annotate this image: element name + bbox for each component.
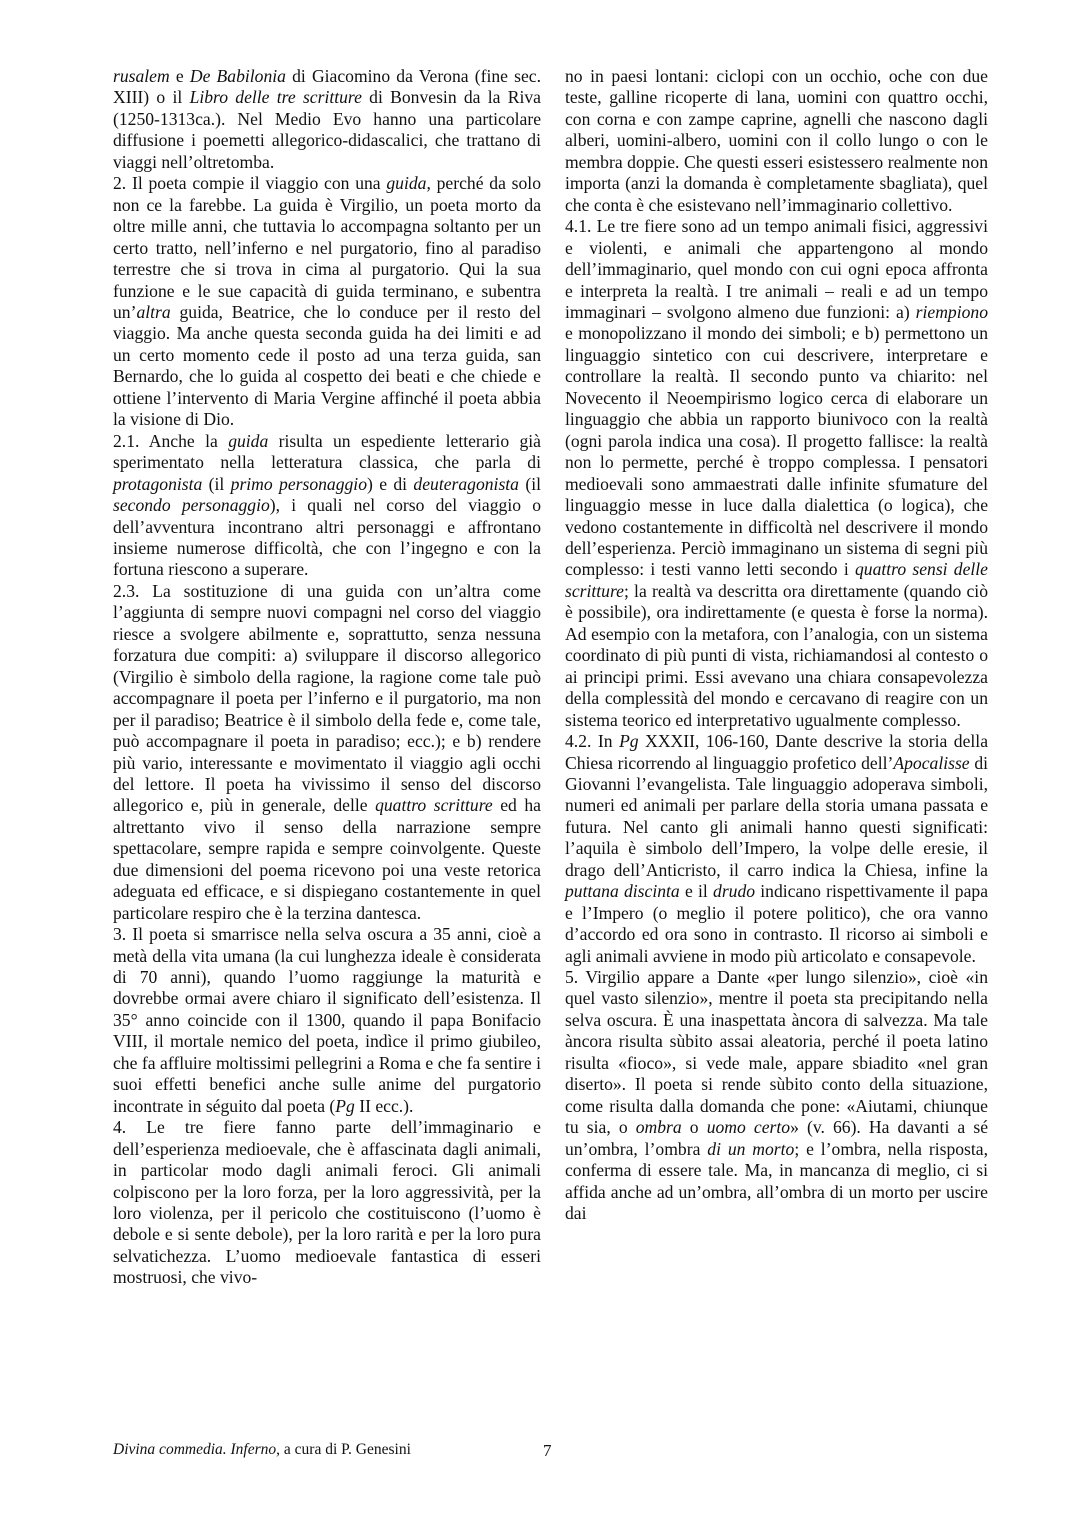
italic-term: ombra: [635, 1117, 682, 1138]
italic-term: drudo: [713, 881, 756, 902]
right-text-column: [565, 66, 988, 1224]
italic-term: Libro delle tre scritture: [189, 87, 362, 108]
italic-term: uomo certo: [706, 1117, 791, 1138]
italic-term: De Babilonia: [189, 66, 286, 86]
italic-term: guida: [386, 173, 427, 194]
paragraph: 2.1. Anche la guida risulta un espediente letterario già sperimentato nella letteratura classica, che parla di protagonista (il primo personaggio) e di deuteragonista (il secondo personaggio), i quali nel corso del viaggio o dell’avventura incontrano altri personaggi e affrontano insieme numerose difficoltà, che con l’ingegno e con la fortuna riescono a superare.: [113, 430, 541, 580]
italic-term: secondo personaggio: [113, 495, 270, 516]
italic-term: Pg: [619, 731, 639, 752]
italic-term: Apocalisse: [893, 752, 970, 773]
paragraph: rusalem e De Babilonia di Giacomino da Verona (fine sec. XIII) o il Libro delle tre scritture di Bonvesin da la Riva (1250-1313ca.). Nel Medio Evo hanno una particolare diffusione i poemetti allegorico-didascalici, che trattano di viaggi nell’oltretomba.: [113, 66, 541, 172]
italic-term: altra: [136, 301, 171, 322]
footer-editor-credit: , a cura di P. Genesini: [276, 1441, 411, 1458]
italic-term: rusalem: [113, 66, 170, 86]
italic-term: di un morto: [707, 1138, 795, 1159]
left-text-column: [113, 66, 541, 1289]
italic-term: Pg: [335, 1095, 355, 1116]
italic-term: quattro sensi delle scritture: [565, 559, 988, 601]
italic-term: puttana discinta: [565, 881, 680, 902]
paragraph: 2.3. La sostituzione di una guida con un’altra come l’aggiunta di sempre nuovi compagni nel corso del viaggio riesce a svolgere abilmente e, soprattutto, senza nessuna forzatura due compiti: a) sviluppare il discorso allegorico (Virgilio è simbolo della ragione, la ragione come tale può accompagnare il poeta per l’inferno e il purgatorio, ma non per il paradiso; Beatrice è il simbolo della fede e, come tale, può accompagnare il poeta in paradiso; ecc.); e b) rendere più vario, interessante e movimentato il viaggio agli occhi del lettore. Il poeta ha vivissimo il senso del discorso allegorico e, più in generale, delle quattro scritture ed ha altrettanto vivo il senso della narrazione sempre spettacolare, sempre rapida e sempre coinvolgente. Queste due dimensioni del poema ricevono poi una veste retorica adeguata ed efficace, e si dispiegano costantemente in quel particolare respiro che è la terzina dantesca.: [113, 580, 541, 923]
paragraph: 3. Il poeta si smarrisce nella selva oscura a 35 anni, cioè a metà della vita umana (la cui lunghezza ideale è considerata di 70 anni), quando l’uomo raggiunge la maturità e dovrebbe ormai avere chiaro il significato dell’esistenza. Il 35° anno coincide con il 1300, quando il papa Bonifacio VIII, il mortale nemico del poeta, indìce il primo giubileo, che fa affluire moltissimi pellegrini a Roma e che fa sentire i suoi effetti benefici anche sulle anime del purgatorio incontrate in séguito dal poeta (Pg II ecc.).: [113, 924, 541, 1116]
footer-book-title: Divina commedia. Inferno: [113, 1441, 277, 1458]
italic-term: guida: [228, 430, 269, 451]
paragraph: 2. Il poeta compie il viaggio con una guida, perché da solo non ce la farebbe. La guida è Virgilio, un poeta morto da oltre mille anni, che tuttavia lo accompagna soltanto per un certo tratto, nell’inferno e nel purgatorio, fino al paradiso terrestre che si trova in cima al purgatorio. Qui la sua funzione e le sue capacità di guida terminano, e subentra un’altra guida, Beatrice, che lo conduce per il resto del viaggio. Ma anche questa seconda guida ha dei limiti e ad un certo momento cede il posto ad una terza guida, san Bernardo, che lo guida al cospetto dei beati e che chiede e ottiene l’intervento di Maria Vergine affinché il poeta abbia la visione di Dio.: [113, 173, 541, 430]
italic-term: quattro scritture: [375, 795, 493, 816]
paragraph: 4.1. Le tre fiere sono ad un tempo animali fisici, aggressivi e violenti, e animali che appartengono al mondo dell’immaginario, quel mondo con cui ogni epoca affronta e interpreta la realtà. I tre animali – reali e ad un tempo immaginari – svolgono almeno due funzioni: a) riempiono e monopolizzano il mondo dei simboli; e b) permettono un linguaggio sintetico con cui descrivere, interpretare e controllare la realtà. Il secondo punto va chiarito: nel Novecento il Neoempirismo logico cerca di elaborare un linguaggio che abbia un rapporto biunivoco con la realtà (ogni parola indica una cosa). Il progetto fallisce: la realtà non lo permette, perché è troppo complessa. I pensatori medioevali sono ammaestrati dalle infinite sfumature del linguaggio messe in luce dalla dialettica (o logica), che vedono costantemente in difficoltà nel descrivere il mondo dell’esperienza. Perciò immaginano un sistema di segni più complesso: i testi vanno letti secondo i quattro sensi delle scritture; la realtà va descritta ora direttamente (quando ciò è possibile), ora indirettamente (e questa è forse la norma). Ad esempio con la metafora, con l’analogia, con un sistema coordinato di più punti di vista, richiamandosi al contesto o ai principi primi. Essi avevano una chiara consapevolezza della complessità del mondo e cercavano di reagire con un sistema teorico ed interpretativo ugualmente complesso.: [565, 216, 988, 730]
paragraph: 4. Le tre fiere fanno parte dell’immaginario e dell’esperienza medioevale, che è affascinata dagli animali, in particolar modo dagli animali feroci. Gli animali colpiscono per la loro forza, per la loro aggressività, per la loro violenza, per il pericolo che costituiscono (l’uomo è debole e si sente debole), per la loro rarità e per la loro pura selvatichezza. L’uomo medioevale fantastica di esseri mostruosi, che vivo-: [113, 1117, 541, 1288]
italic-term: riempiono: [915, 301, 988, 322]
paragraph: 5. Virgilio appare a Dante «per lungo silenzio», cioè «in quel vasto silenzio», mentre il poeta sta precipitando nella selva oscura. È una inaspettata àncora di salvezza. Ma tale àncora risulta sùbito assai aleatoria, perché il poeta latino risulta «fioco», si vede male, appare sbiadito «nel gran diserto». Il poeta si rende sùbito conto della situazione, come risulta dalla domanda che pone: «Aiutami, chiunque tu sia, o ombra o uomo certo» (v. 66). Ha davanti a sé un’ombra, l’ombra di un morto; e l’ombra, nella risposta, conferma di essere tale. Ma, in mancanza di meglio, ci si affida anche ad un’ombra, all’ombra di un morto per uscire dai: [565, 967, 989, 1224]
footer-book-credit: [113, 1441, 411, 1459]
page-number: 7: [543, 1441, 552, 1460]
italic-term: protagonista: [113, 473, 203, 494]
paragraph: 4.2. In Pg XXXII, 106-160, Dante descrive la storia della Chiesa ricorrendo al linguaggio profetico dell’Apocalisse di Giovanni l’evangelista. Tale linguaggio adoperava simboli, numeri ed animali per parlare della storia umana passata e futura. Nel canto gli animali hanno questi significati: l’aquila è simbolo dell’Impero, la volpe delle eresie, il drago dell’Anticristo, il carro indica la Chiesa, infine la puttana discinta e il drudo indicano rispettivamente il papa e l’Impero (o meglio il potere politico), che ora vanno d’accordo ed ora sono in contrasto. Il ricorso ai simboli e agli animali avviene in modo più articolato e consapevole.: [565, 731, 989, 966]
page-footer: [113, 1441, 988, 1465]
paragraph: no in paesi lontani: ciclopi con un occhio, oche con due teste, galline ricoperte di lana, uomini con quattro occhi, con corna e con zampe caprine, agnelli che nascono dagli alberi, uomini-albero, uomini con il collo lungo o con le membra doppie. Che questi esseri esistessero realmente non importa (anzi la domanda è completamente sbagliata), quel che conta è che esistevano nell’immaginario collettivo.: [565, 66, 988, 215]
italic-term: primo personaggio: [230, 473, 367, 494]
italic-term: deuteragonista: [413, 473, 519, 494]
